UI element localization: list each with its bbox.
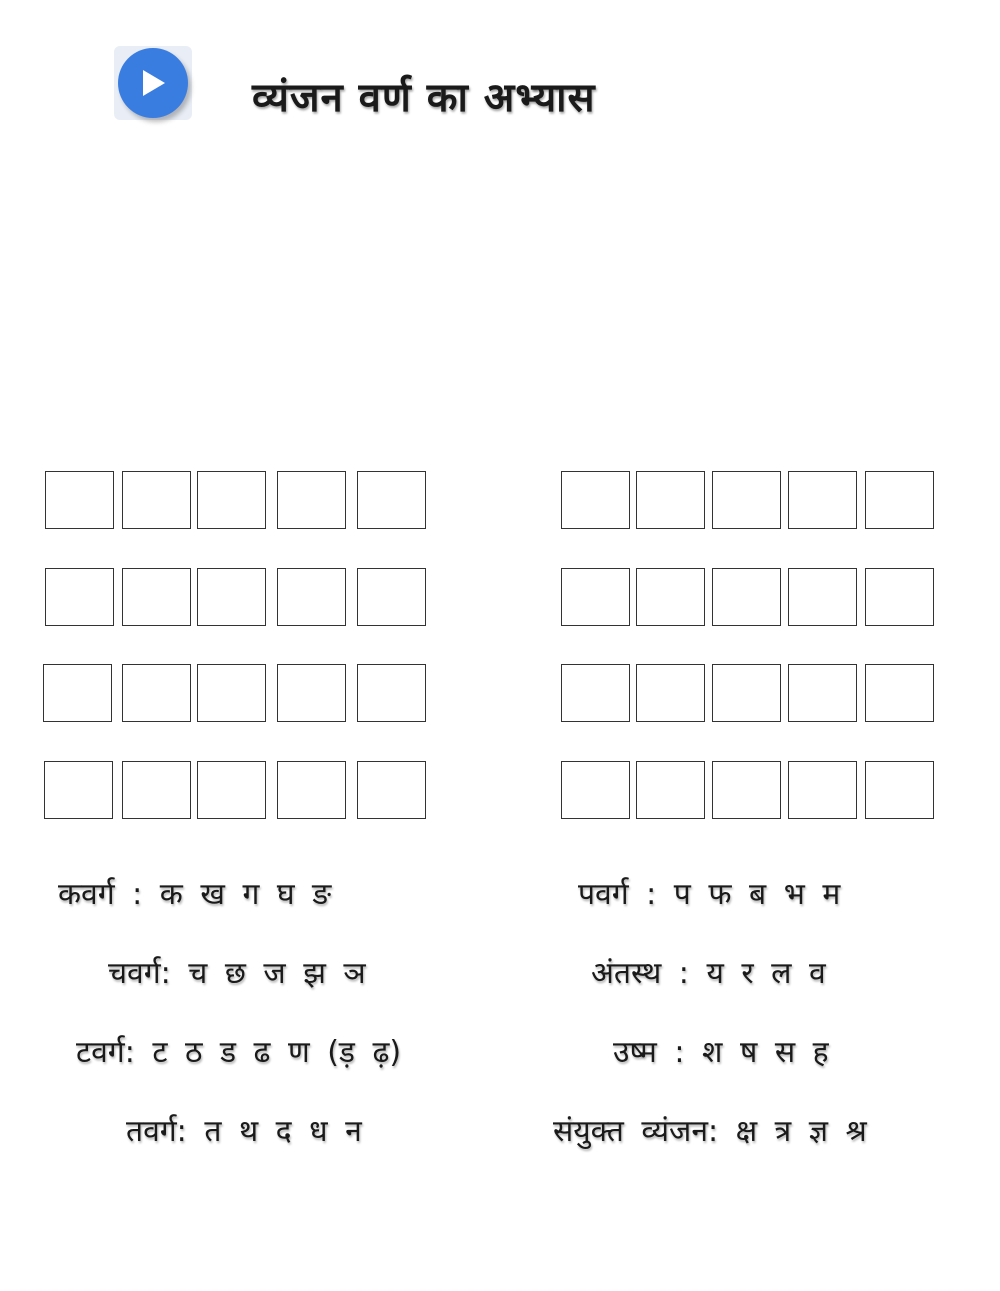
answer-box[interactable]	[788, 664, 857, 722]
legend-tavarg-dental: तवर्ग: त थ द ध न	[126, 1114, 362, 1149]
answer-box[interactable]	[712, 664, 781, 722]
answer-box[interactable]	[197, 471, 266, 529]
legend-tavarg-retroflex: टवर्ग: ट ठ ड ढ ण (ड़ ढ़)	[76, 1035, 402, 1070]
answer-box[interactable]	[277, 471, 346, 529]
answer-box[interactable]	[788, 568, 857, 626]
page-title: व्यंजन वर्ण का अभ्यास	[252, 75, 596, 121]
answer-box[interactable]	[45, 568, 114, 626]
legend-sanyukt-vyanjan: संयुक्त व्यंजन: क्ष त्र ज्ञ श्र	[553, 1114, 867, 1149]
answer-box[interactable]	[561, 664, 630, 722]
answer-box[interactable]	[277, 761, 346, 819]
answer-box[interactable]	[197, 568, 266, 626]
answer-box[interactable]	[865, 761, 934, 819]
answer-box[interactable]	[788, 471, 857, 529]
answer-box[interactable]	[561, 471, 630, 529]
answer-box[interactable]	[43, 664, 112, 722]
answer-box[interactable]	[122, 471, 191, 529]
legend-kavarg: कवर्ग : क ख ग घ ङ	[58, 877, 332, 912]
answer-box[interactable]	[122, 568, 191, 626]
answer-box[interactable]	[277, 568, 346, 626]
answer-box[interactable]	[712, 761, 781, 819]
answer-box[interactable]	[788, 761, 857, 819]
answer-box[interactable]	[636, 471, 705, 529]
answer-box[interactable]	[45, 471, 114, 529]
answer-box[interactable]	[122, 664, 191, 722]
play-icon	[138, 67, 168, 99]
legend-chavarg: चवर्ग: च छ ज झ ञ	[108, 956, 366, 991]
answer-box[interactable]	[44, 761, 113, 819]
answer-box[interactable]	[636, 664, 705, 722]
answer-box[interactable]	[357, 664, 426, 722]
answer-box[interactable]	[636, 568, 705, 626]
answer-box[interactable]	[197, 761, 266, 819]
legend-antastha: अंतस्थ : य र ल व	[591, 956, 826, 991]
answer-box[interactable]	[357, 761, 426, 819]
answer-box[interactable]	[712, 568, 781, 626]
answer-box[interactable]	[357, 568, 426, 626]
answer-box[interactable]	[561, 568, 630, 626]
legend-ushma: उष्म : श ष स ह	[613, 1035, 829, 1070]
answer-box[interactable]	[636, 761, 705, 819]
play-button[interactable]	[114, 46, 192, 120]
answer-box[interactable]	[865, 568, 934, 626]
answer-box[interactable]	[277, 664, 346, 722]
answer-box[interactable]	[122, 761, 191, 819]
answer-box[interactable]	[197, 664, 266, 722]
answer-box[interactable]	[865, 471, 934, 529]
legend-pavarg: पवर्ग : प फ ब भ म	[578, 877, 841, 912]
answer-box[interactable]	[712, 471, 781, 529]
answer-box[interactable]	[865, 664, 934, 722]
answer-box[interactable]	[357, 471, 426, 529]
answer-box[interactable]	[561, 761, 630, 819]
